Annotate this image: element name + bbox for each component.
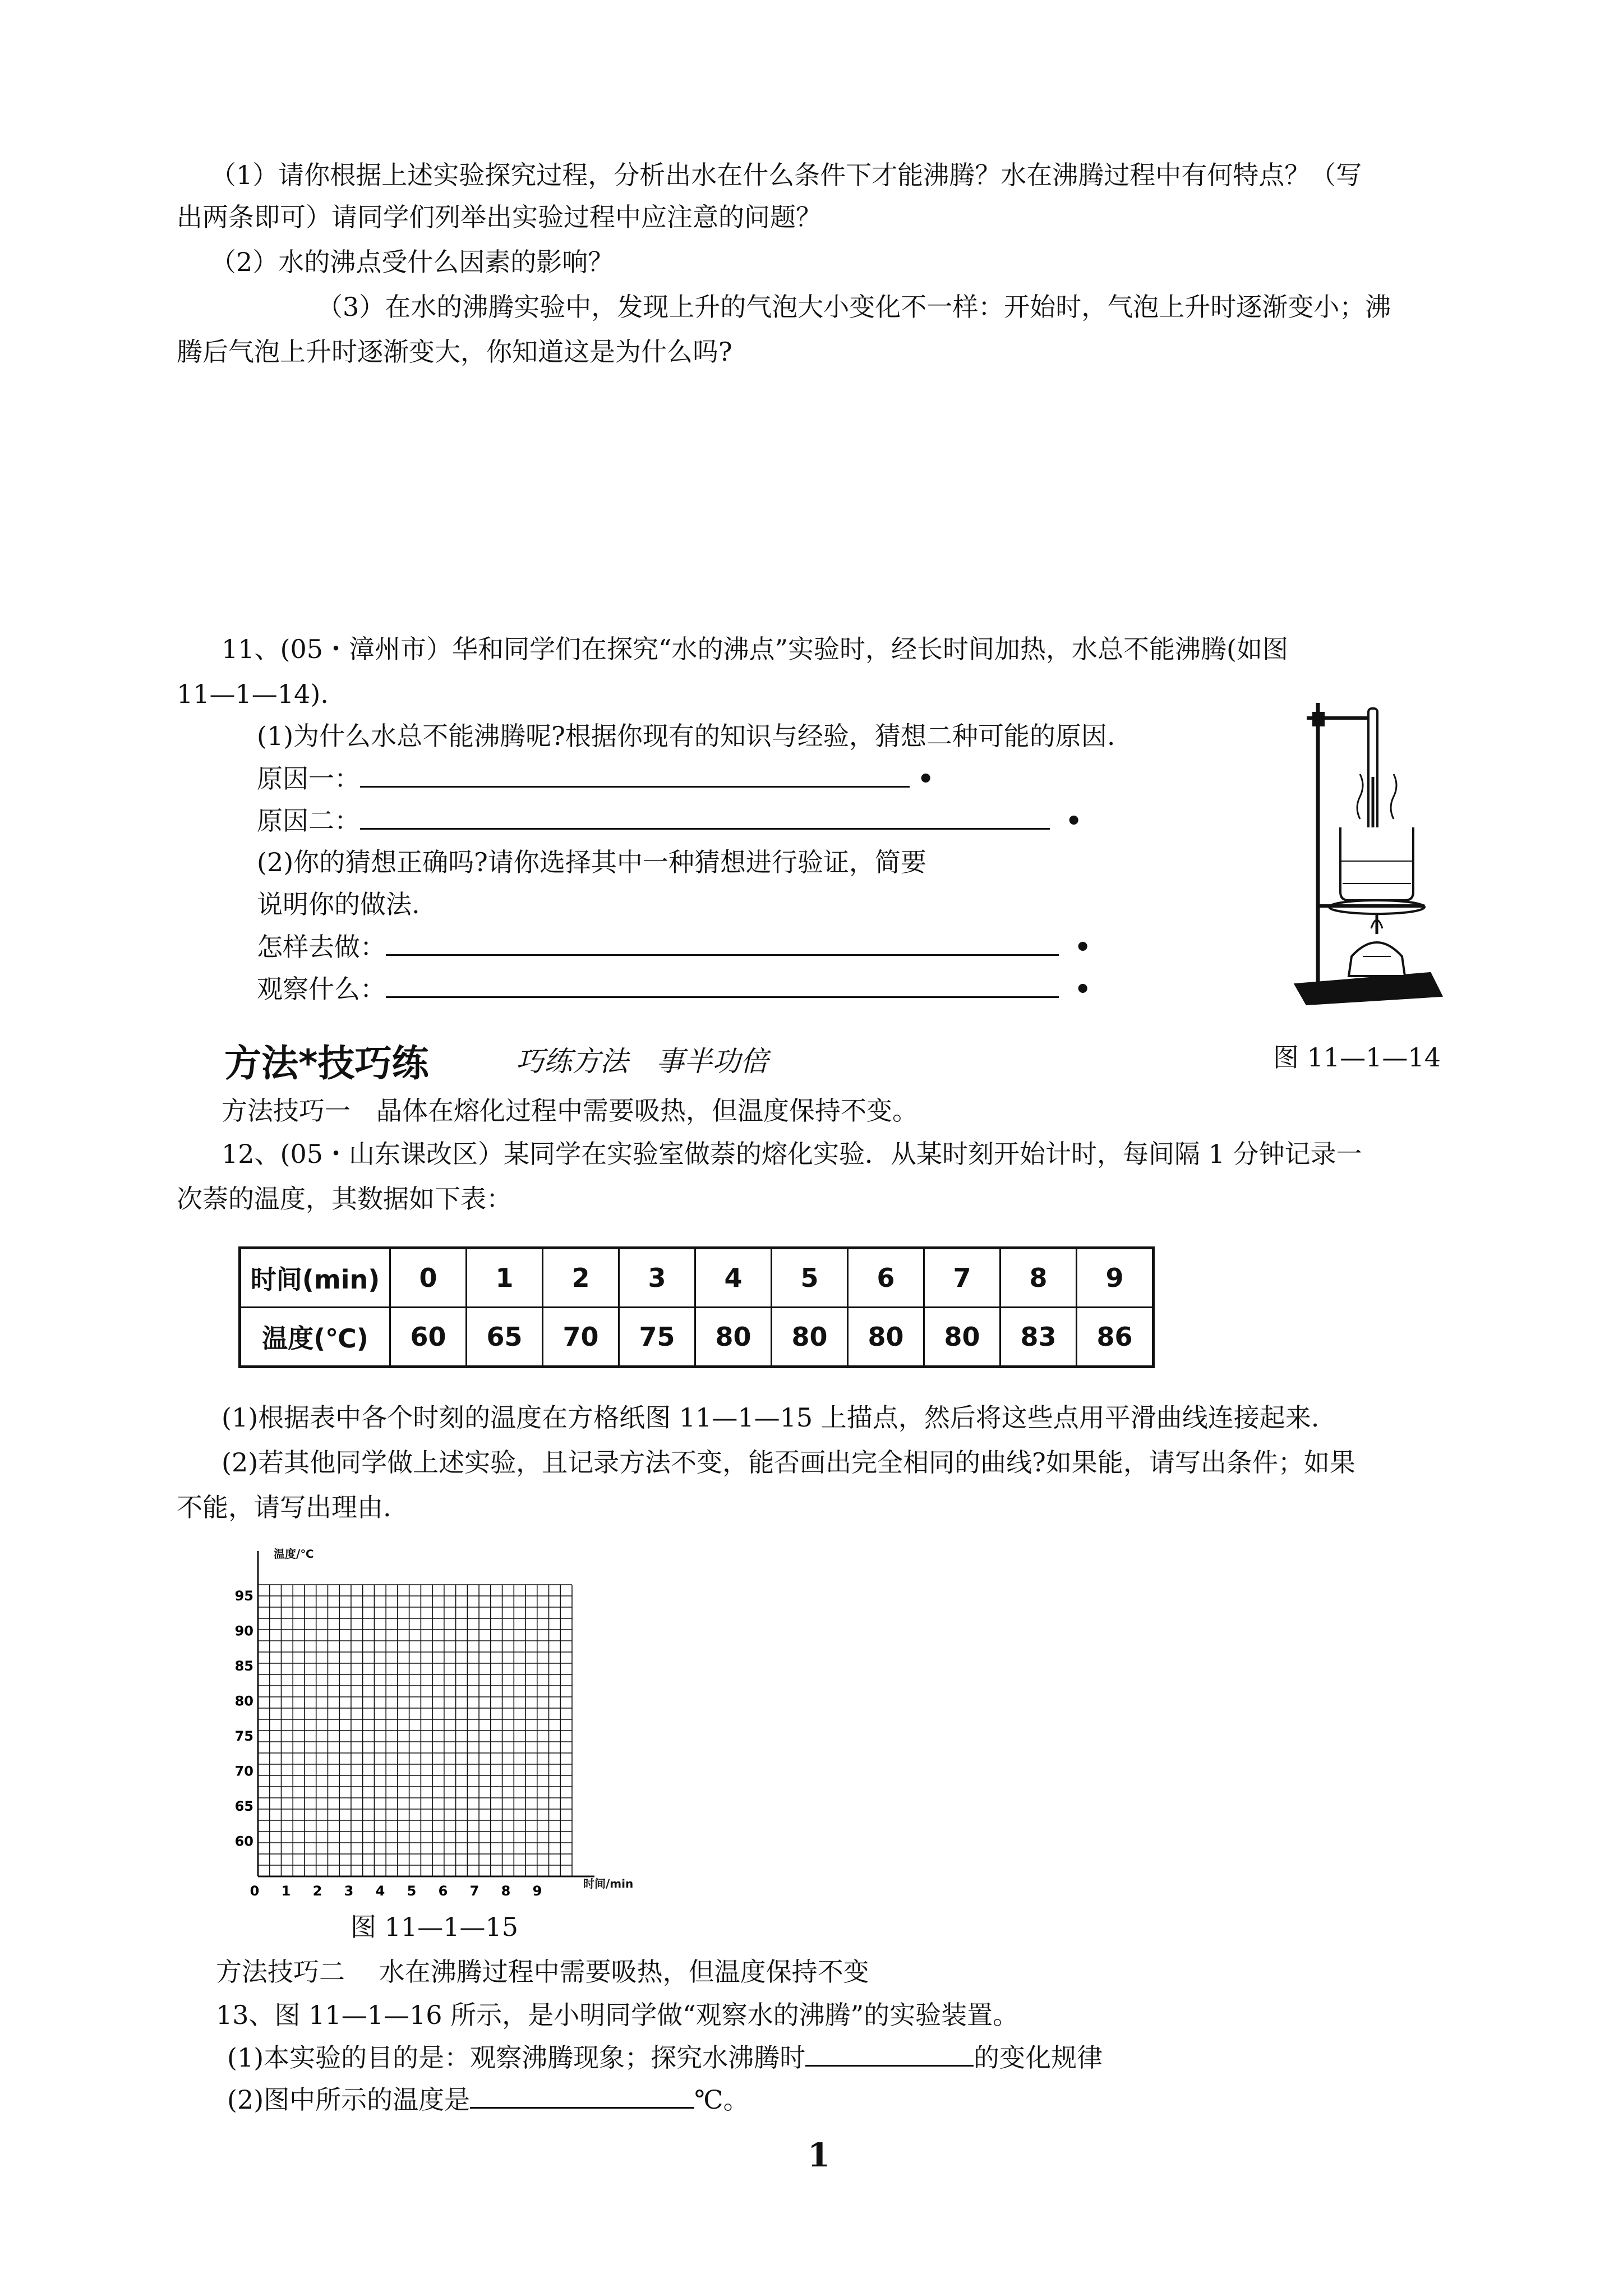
y-axis-label: 温度/℃ [274, 1547, 314, 1561]
time-cell: 0 [390, 1248, 467, 1308]
temperature-cell: 75 [619, 1308, 695, 1367]
q11-reason2-dot: • [1066, 806, 1082, 836]
time-cell: 9 [1077, 1248, 1154, 1308]
y-tick-label: 90 [234, 1623, 253, 1639]
temperature-cell: 80 [695, 1308, 772, 1367]
y-tick-label: 60 [234, 1833, 253, 1849]
q13-sub1-row [227, 2040, 1103, 2074]
page-number: 1 [808, 2136, 831, 2174]
q11-intro-line1: 11、(05・漳州市）华和同学们在探究“水的沸点”实验时，经长时间加热，水总不能沸腾(如图 [222, 634, 1288, 664]
q12-sub1: (1)根据表中各个时刻的温度在方格纸图 11—1—15 上描点，然后将这些点用平滑曲线连接起来. [222, 1402, 1320, 1433]
temperature-header: 温度(℃) [240, 1308, 390, 1367]
q11-reason1-row [257, 761, 934, 795]
q11-sub1: (1)为什么水总不能沸腾呢?根据你现有的知识与经验，猜想二种可能的原因. [257, 721, 1115, 751]
q12-intro-line1: 12、(05・山东课改区）某同学在实验室做萘的熔化实验．从某时刻开始计时，每间隔 1 分钟记录一 [222, 1139, 1362, 1169]
tip2: 方法技巧二 水在沸腾过程中需要吸热，但温度保持不变 [216, 1957, 869, 1987]
x-tick-label: 8 [501, 1883, 511, 1899]
time-cell: 3 [619, 1248, 695, 1308]
naphthalene-data-table [238, 1246, 1155, 1368]
temperature-cell: 80 [924, 1308, 1000, 1367]
q13-sub2-tail: ℃。 [694, 2085, 749, 2115]
q11-sub2-line2: 说明你的做法. [257, 889, 420, 919]
x-tick-label: 3 [344, 1883, 354, 1899]
q10-part2: （2）水的沸点受什么因素的影响？ [210, 247, 614, 277]
beaker [1340, 827, 1413, 900]
q11-reason1-blank[interactable] [360, 761, 910, 788]
x-tick-label: 2 [312, 1883, 322, 1899]
y-tick-label: 80 [234, 1693, 253, 1709]
temperature-cell: 65 [467, 1308, 543, 1367]
q12-sub2-line1: (2)若其他同学做上述实验，且记录方法不变，能否画出完全相同的曲线?如果能，请写出条件；如果 [222, 1447, 1355, 1478]
y-tick-label: 85 [234, 1658, 253, 1674]
y-tick-label: 95 [234, 1588, 253, 1604]
time-cell: 7 [924, 1248, 1000, 1308]
temperature-row [240, 1308, 1154, 1367]
y-tick-label: 75 [234, 1728, 253, 1744]
q11-reason1-dot: • [917, 763, 934, 794]
temperature-cell: 80 [848, 1308, 924, 1367]
graph-paper-chart [224, 1545, 634, 1916]
q11-reason2-label: 原因二： [257, 806, 360, 836]
boiling-apparatus-figure [1284, 693, 1447, 1007]
temperature-cell: 60 [390, 1308, 467, 1367]
x-tick-label: 5 [407, 1883, 417, 1899]
q11-reason2-blank[interactable] [360, 803, 1050, 830]
temperature-cell: 70 [543, 1308, 619, 1367]
temperature-cell: 83 [1000, 1308, 1077, 1367]
time-cell: 4 [695, 1248, 772, 1308]
q13-sub1-tail: 的变化规律 [974, 2042, 1103, 2073]
q11-how-row [257, 930, 1091, 964]
section-slogan: 巧练方法 事半功倍 [516, 1045, 768, 1078]
x-tick-label: 4 [375, 1883, 385, 1899]
q11-observe-label: 观察什么： [257, 974, 386, 1004]
q11-how-blank[interactable] [386, 930, 1059, 956]
q10-part3-line1: （3）在水的沸腾实验中，发现上升的气泡大小变化不一样：开始时，气泡上升时逐渐变小；沸 [317, 292, 1391, 322]
q11-observe-blank[interactable] [386, 972, 1059, 998]
time-cell: 2 [543, 1248, 619, 1308]
q11-intro-line2: 11—1—14). [177, 679, 329, 709]
q11-observe-row [257, 972, 1091, 1006]
q11-observe-dot: • [1075, 974, 1091, 1004]
temperature-cell: 80 [772, 1308, 848, 1367]
tip1: 方法技巧一 晶体在熔化过程中需要吸热，但温度保持不变。 [222, 1096, 918, 1126]
time-row [240, 1248, 1154, 1308]
x-tick-label: 9 [532, 1883, 542, 1899]
time-cell: 5 [772, 1248, 848, 1308]
y-tick-label: 65 [234, 1798, 253, 1814]
figure-11-1-14-caption: 图 11—1—14 [1273, 1042, 1441, 1073]
q11-reason2-row [257, 803, 1082, 838]
temperature-cell: 86 [1077, 1308, 1154, 1367]
q12-intro-line2: 次萘的温度，其数据如下表： [177, 1184, 512, 1214]
q10-part3-line2: 腾后气泡上升时逐渐变大，你知道这是为什么吗? [177, 337, 732, 367]
figure-11-1-15-caption: 图 11—1—15 [351, 1912, 518, 1942]
time-cell: 1 [467, 1248, 543, 1308]
time-header: 时间(min) [240, 1248, 390, 1308]
x-tick-label: 7 [469, 1883, 479, 1899]
q13-sub2-blank[interactable] [470, 2082, 694, 2109]
q13-intro: 13、图 11—1—16 所示，是小明同学做“观察水的沸腾”的实验装置。 [216, 2000, 1019, 2030]
q12-sub2-line2: 不能，请写出理由. [177, 1492, 391, 1522]
y-tick-label: 70 [234, 1763, 253, 1779]
q13-sub1-text: (1)本实验的目的是：观察沸腾现象；探究水沸腾时 [227, 2042, 806, 2073]
x-tick-label: 1 [281, 1883, 291, 1899]
x-tick-label: 6 [438, 1883, 448, 1899]
section-title: 方法*技巧练 [224, 1042, 429, 1085]
q11-sub2-line1: (2)你的猜想正确吗?请你选择其中一种猜想进行验证，简要 [257, 847, 926, 877]
q13-sub2-text: (2)图中所示的温度是 [227, 2085, 471, 2115]
time-cell: 8 [1000, 1248, 1077, 1308]
alcohol-lamp [1349, 942, 1405, 976]
time-cell: 6 [848, 1248, 924, 1308]
q10-part1-line1: （1）请你根据上述实验探究过程，分析出水在什么条件下才能沸腾？水在沸腾过程中有何特点？（写 [210, 160, 1362, 190]
q13-sub1-blank[interactable] [805, 2040, 974, 2067]
q10-part1-line2: 出两条即可）请同学们列举出实验过程中应注意的问题？ [177, 202, 822, 232]
x-tick-label: 0 [250, 1883, 260, 1899]
q11-how-label: 怎样去做： [257, 932, 386, 962]
q11-reason1-label: 原因一： [257, 763, 360, 794]
q11-how-dot: • [1075, 932, 1091, 962]
x-axis-label: 时间/min [583, 1877, 634, 1890]
q13-sub2-row [227, 2082, 749, 2116]
